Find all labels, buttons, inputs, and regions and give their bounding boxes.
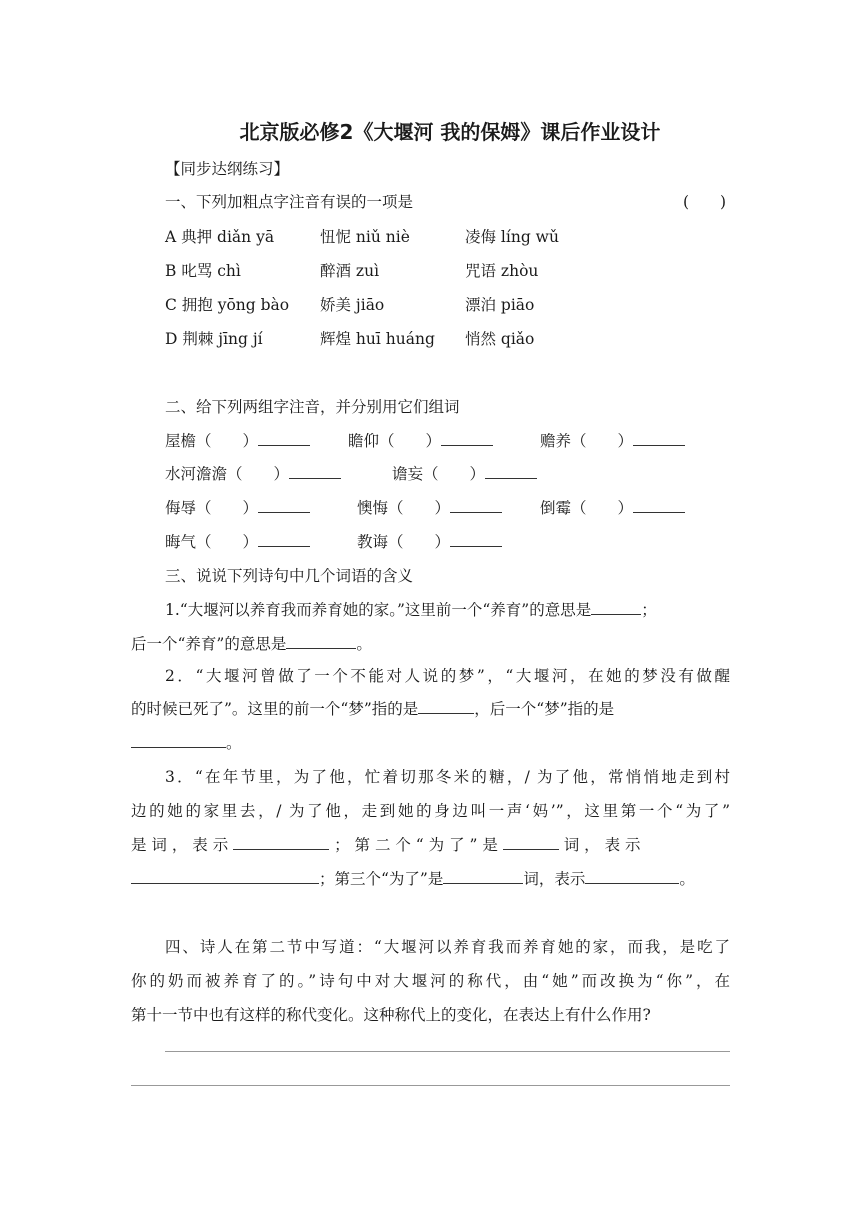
answer-paren: ( ) [683, 193, 727, 211]
answer-blank[interactable] [441, 431, 493, 446]
q2-item: 侮辱（ ） [165, 496, 310, 518]
q2-item: 晦气（ ） [165, 530, 310, 552]
answer-blank[interactable] [258, 498, 310, 513]
q2-item: 水河澹澹（ ） [165, 462, 341, 484]
q2-item: 屋檐（ ） [165, 429, 310, 451]
q3-item-1-line-1: 1.“大堰河以养育我而养育她的家。”这里前一个“养育”的意思是 ； [165, 601, 657, 619]
q1-option-d-1: D 荆棘 jīng jí [165, 330, 263, 348]
answer-blank[interactable] [450, 498, 502, 513]
q3-stem: 三、说说下列诗句中几个词语的含义 [165, 567, 414, 585]
q2-item: 谵妄（ ） [392, 462, 537, 484]
answer-blank[interactable] [633, 431, 685, 446]
q2-item: 倒霉（ ） [540, 496, 685, 518]
q1-option-b-1: B 叱骂 chì [165, 262, 241, 280]
q3-item-2-line-3: 。 [131, 731, 242, 753]
page-title: 北京版必修2《大堰河 我的保姆》课后作业设计 [239, 120, 661, 144]
q3-item-2-line-2: 的时候已死了”。这里的前一个“梦”指的是 ，后一个“梦”指的是 [131, 700, 615, 718]
q3-item-3-line-3: 是 词 ， 表 示 ； 第 二 个 “ 为 了 ” 是 词 ， 表 示 [131, 836, 641, 854]
answer-blank[interactable] [633, 498, 685, 513]
answer-blank[interactable] [286, 634, 356, 649]
answer-blank[interactable] [258, 431, 310, 446]
q3-item-3-line-1: 3．“在年节里，为了他，忙着切那冬米的糖，/ 为了他，常悄悄地走到村 [165, 768, 730, 786]
q4-line-1: 四、诗人在第二节中写道：“大堰河以养育我而养育她的家，而我，是吃了 [165, 938, 730, 956]
q3-item-1-line-2: 后一个“养育”的意思是 。 [131, 635, 372, 653]
q1-option-a-1: A 典押 diǎn yā [165, 228, 275, 246]
answer-line[interactable] [131, 1085, 730, 1086]
q1-option-c-3: 漂泊 piāo [465, 296, 535, 314]
q2-item: 教诲（ ） [357, 530, 502, 552]
q2-item: 赡养（ ） [540, 429, 685, 451]
section-heading: 【同步达纲练习】 [165, 160, 290, 178]
answer-blank[interactable] [503, 835, 559, 850]
q4-line-3: 第十一节中也有这样的称代变化。这种称代上的变化，在表达上有什么作用? [131, 1006, 651, 1024]
q2-item: 瞻仰（ ） [348, 429, 493, 451]
q1-option-d-3: 悄然 qiǎo [465, 330, 535, 348]
q1-option-b-2: 醉酒 zuì [320, 262, 380, 280]
q3-item-3-line-2: 边的她的家里去，/ 为了他，走到她的身边叫一声‘妈’”，这里第一个“为了” [131, 802, 730, 820]
q1-option-a-3: 凌侮 líng wǔ [465, 228, 559, 246]
q1-option-a-2: 忸怩 niǔ niè [320, 228, 410, 246]
answer-blank[interactable] [485, 464, 537, 479]
q2-stem: 二、给下列两组字注音，并分别用它们组词 [165, 398, 460, 416]
answer-blank[interactable] [258, 532, 310, 547]
q1-stem: 一、下列加粗点字注音有误的一项是 [165, 193, 414, 211]
answer-blank[interactable] [450, 532, 502, 547]
answer-blank[interactable] [131, 869, 319, 884]
answer-blank[interactable] [233, 835, 329, 850]
q3-item-2-line-1: 2．“大堰河曾做了一个不能对人说的梦”，“大堰河，在她的梦没有做醒 [165, 667, 730, 685]
q1-option-c-2: 娇美 jiāo [320, 296, 385, 314]
q1-option-d-2: 辉煌 huī huáng [320, 330, 435, 348]
q1-option-b-3: 咒语 zhòu [465, 262, 539, 280]
answer-blank[interactable] [591, 600, 641, 615]
answer-blank[interactable] [585, 869, 679, 884]
q2-item: 懊悔（ ） [357, 496, 502, 518]
answer-line[interactable] [165, 1051, 730, 1052]
answer-blank[interactable] [418, 699, 474, 714]
answer-blank[interactable] [289, 464, 341, 479]
q4-line-2: 你的奶而被养育了的。”诗句中对大堰河的称代，由“她”而改换为“你”，在 [131, 972, 730, 990]
q1-option-c-1: C 拥抱 yōng bào [165, 296, 290, 314]
answer-blank[interactable] [131, 733, 226, 748]
q3-item-3-line-4: ；第三个“为了”是 词，表示 。 [131, 867, 695, 889]
answer-blank[interactable] [443, 869, 523, 884]
